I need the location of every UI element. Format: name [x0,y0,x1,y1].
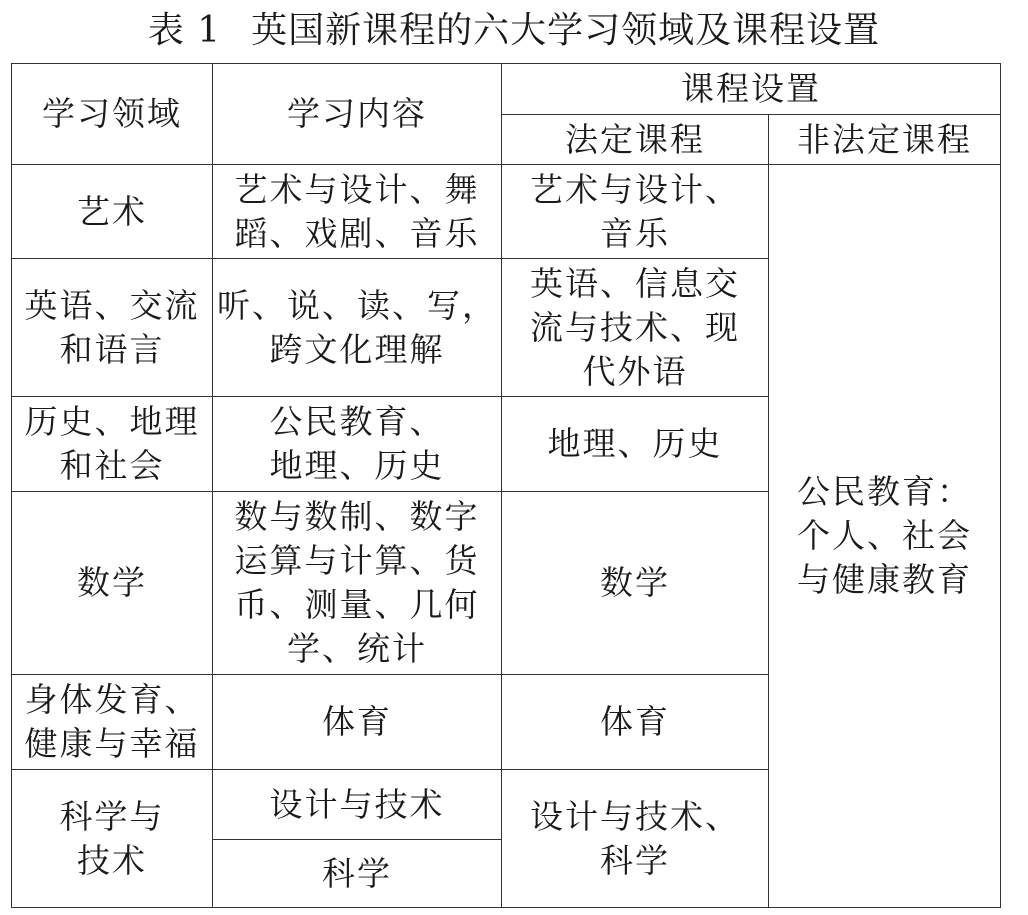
cell-area: 历史、地理 和社会 [12,397,213,492]
cell-content: 体育 [213,675,502,770]
cell-content: 公民教育、 地理、历史 [213,397,502,492]
cell-statutory: 数学 [502,492,769,675]
cell-statutory: 英语、信息交 流与技术、现 代外语 [502,259,769,397]
header-content: 学习内容 [213,64,502,165]
header-area: 学习领域 [12,64,213,165]
header-row-1 [12,64,1001,115]
cell-content: 听、说、读、写， 跨文化理解 [213,259,502,397]
curriculum-table [11,63,1001,908]
cell-statutory: 艺术与设计、 音乐 [502,165,769,259]
header-non-statutory: 非法定课程 [769,115,1001,165]
header-statutory: 法定课程 [502,115,769,165]
cell-statutory: 体育 [502,675,769,770]
cell-statutory: 地理、历史 [502,397,769,492]
header-setting: 课程设置 [502,64,1001,115]
cell-area: 数学 [12,492,213,675]
cell-content: 艺术与设计、舞 蹈、戏剧、音乐 [213,165,502,259]
cell-content: 设计与技术 [213,770,502,840]
table-caption [0,6,1028,56]
cell-area: 身体发育、 健康与幸福 [12,675,213,770]
table-number: 表 1 [147,10,222,51]
cell-non-statutory: 公民教育： 个人、社会 与健康教育 [769,165,1001,908]
cell-area: 艺术 [12,165,213,259]
table-title: 英国新课程的六大学习领域及课程设置 [251,10,881,51]
cell-content: 数与数制、数字 运算与计算、货 币、测量、几何 学、统计 [213,492,502,675]
table-row-arts [12,165,1001,259]
cell-area: 英语、交流 和语言 [12,259,213,397]
cell-statutory: 设计与技术、 科学 [502,770,769,908]
cell-content: 科学 [213,840,502,908]
cell-area: 科学与 技术 [12,770,213,908]
